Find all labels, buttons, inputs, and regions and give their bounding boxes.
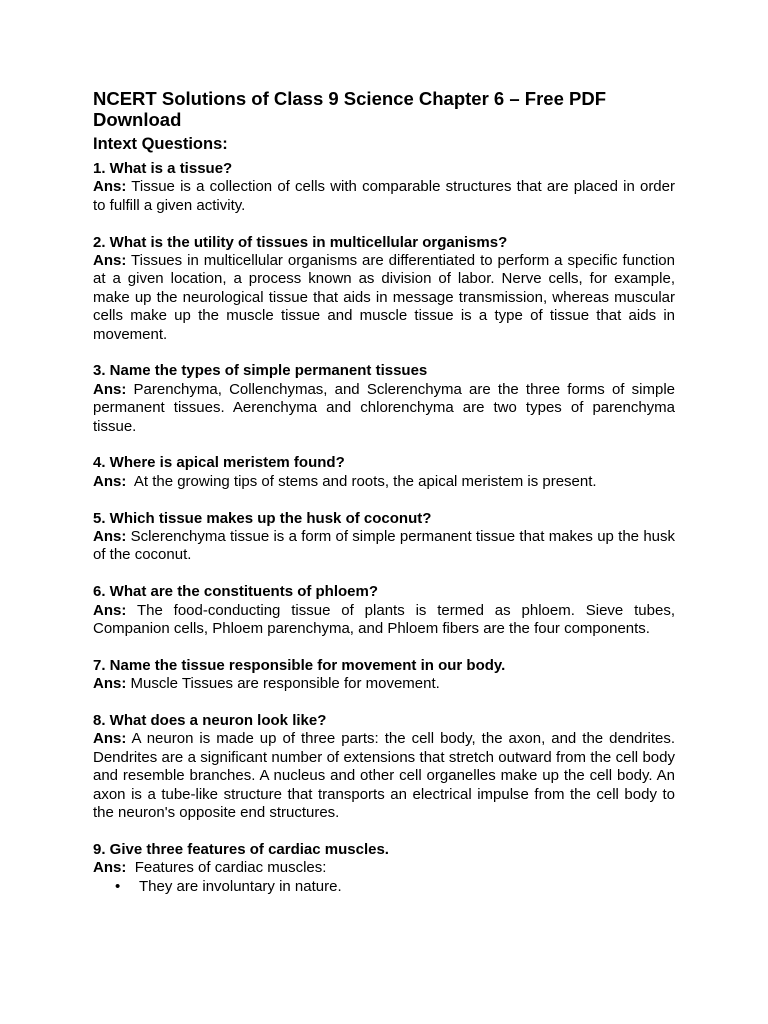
list-item: [115, 878, 675, 896]
bullet-icon: •: [115, 877, 121, 895]
page-title: NCERT Solutions of Class 9 Science Chapter 6 – Free PDF Download: [93, 88, 606, 130]
qa-item-3: [93, 362, 675, 436]
ans-label: Ans:: [93, 528, 127, 546]
question-text: 3. Name the types of simple permanent tissues: [93, 362, 428, 380]
ans-label: Ans:: [93, 380, 127, 398]
question-text: 8. What does a neuron look like?: [93, 712, 327, 730]
answer-text: [93, 730, 675, 822]
answer-body: The food-conducting tissue of plants is termed as phloem. Sieve tubes, Companion cells, Phloem parenchyma, and Phloem fibers are the four components.: [93, 601, 675, 638]
answer-text: [93, 252, 675, 344]
answer-body: Parenchyma, Collenchymas, and Sclerenchyma are the three forms of simple permanent tissues. Aerenchyma and chlorenchyma are two types of parenchyma tissue.: [93, 380, 675, 435]
answer-body: Tissue is a collection of cells with comparable structures that are placed in order to fulfill a given activity.: [93, 178, 675, 214]
qa-item-6: [93, 583, 675, 638]
qa-item-4: [93, 454, 675, 491]
answer-text: [93, 859, 675, 877]
qa-item-7: [93, 657, 675, 694]
ans-label: Ans:: [93, 730, 127, 748]
ans-label: Ans:: [93, 472, 127, 490]
ans-label: Ans:: [93, 178, 127, 196]
ans-label: Ans:: [93, 675, 127, 693]
answer-text: [93, 602, 675, 639]
qa-item-1: [93, 160, 675, 215]
answer-body: Features of cardiac muscles:: [134, 859, 327, 877]
question-text: 5. Which tissue makes up the husk of coconut?: [93, 509, 432, 527]
question-text: 2. What is the utility of tissues in multicellular organisms?: [93, 233, 508, 251]
answer-text: [93, 473, 675, 491]
answer-body: Tissues in multicellular organisms are differentiated to perform a specific function at a given location, a process known as division of labor. Nerve cells, for example, make up the neurological tissue that aids in message transmission, whereas muscular cells make up the muscle tissue and muscle tissue is a type of tissue that aids in movement.: [93, 252, 675, 343]
answer-text: [93, 178, 675, 215]
answer-body: Muscle Tissues are responsible for movement.: [130, 675, 440, 693]
qa-item-5: [93, 510, 675, 565]
qa-item-2: [93, 234, 675, 344]
answer-body: Sclerenchyma tissue is a form of simple permanent tissue that makes up the husk of the coconut.: [93, 528, 675, 564]
ans-label: Ans:: [93, 252, 127, 270]
ans-label: Ans:: [93, 601, 127, 619]
answer-text: [93, 381, 675, 436]
answer-text: [93, 528, 675, 565]
question-text: 7. Name the tissue responsible for movement in our body.: [93, 656, 506, 674]
ans-label: Ans:: [93, 859, 127, 877]
qa-item-9: [93, 841, 675, 896]
section-heading: Intext Questions:: [93, 135, 228, 153]
answer-text: [93, 675, 675, 693]
list-item-text: They are involuntary in nature.: [139, 877, 342, 895]
question-text: 9. Give three features of cardiac muscles.: [93, 840, 389, 858]
question-text: 6. What are the constituents of phloem?: [93, 583, 379, 601]
question-text: 4. Where is apical meristem found?: [93, 454, 345, 472]
qa-item-8: [93, 712, 675, 822]
feature-list: [93, 878, 675, 896]
answer-body: A neuron is made up of three parts: the cell body, the axon, and the dendrites. Dendrites are a significant number of extensions that stretch outward from the cell body and resemble branches. A nucleus and other cell organelles make up the cell body. An axon is a tube-like structure that transports an electrical impulse from the cell body to the neuron's opposite end structures.: [93, 730, 676, 822]
answer-body: At the growing tips of stems and roots, the apical meristem is present.: [133, 472, 597, 490]
question-text: 1. What is a tissue?: [93, 160, 233, 177]
